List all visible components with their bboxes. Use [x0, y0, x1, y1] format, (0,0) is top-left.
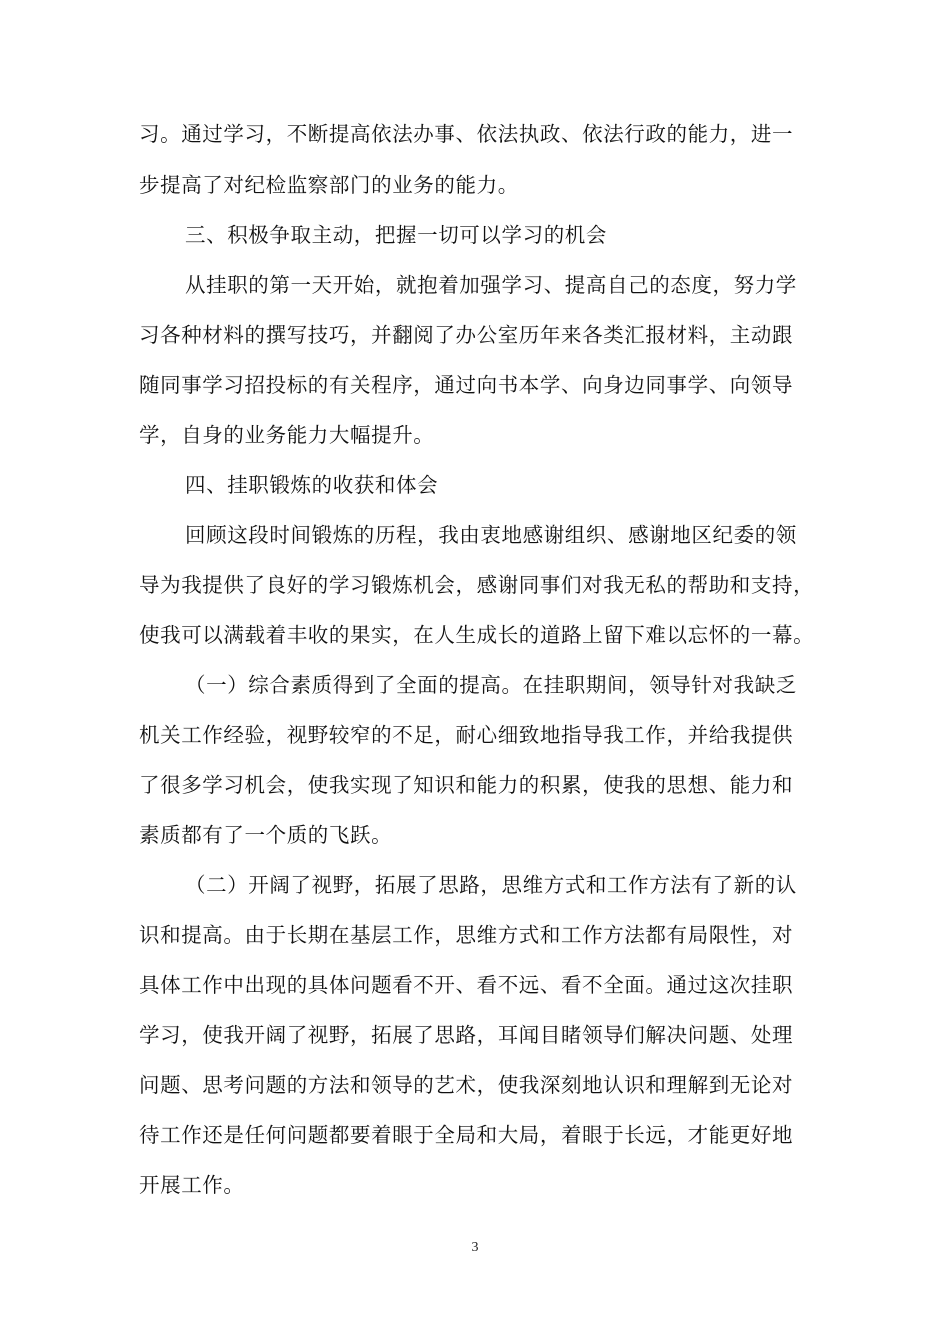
text-line: 使我可以满载着丰收的果实，在人生成长的道路上留下难以忘怀的一幕。 [139, 623, 815, 647]
text-line: 习。通过学习，不断提高依法办事、依法执政、依法行政的能力，进一 [139, 122, 794, 146]
text-line: 学习，使我开阔了视野，拓展了思路，耳闻目睹领导们解决问题、处理 [139, 1023, 794, 1047]
text-line: 待工作还是任何问题都要着眼于全局和大局，着眼于长远，才能更好地 [139, 1123, 794, 1147]
text-line: 素质都有了一个质的飞跃。 [139, 823, 393, 847]
text-line: 了很多学习机会，使我实现了知识和能力的积累，使我的思想、能力和 [139, 773, 794, 797]
section-heading: 三、积极争取主动，把握一切可以学习的机会 [185, 223, 607, 247]
text-line: 问题、思考问题的方法和领导的艺术，使我深刻地认识和理解到无论对 [139, 1073, 794, 1097]
text-line: （二）开阔了视野，拓展了思路，思维方式和工作方法有了新的认 [185, 873, 797, 897]
text-line: 习各种材料的撰写技巧，并翻阅了办公室历年来各类汇报材料，主动跟 [139, 323, 794, 347]
text-line: 随同事学习招投标的有关程序，通过向书本学、向身边同事学、向领导 [139, 373, 794, 397]
text-line: 步提高了对纪检监察部门的业务的能力。 [139, 173, 519, 197]
text-line: 学，自身的业务能力大幅提升。 [139, 423, 435, 447]
text-line: （一）综合素质得到了全面的提高。在挂职期间，领导针对我缺乏 [185, 673, 797, 697]
text-line: 导为我提供了良好的学习锻炼机会，感谢同事们对我无私的帮助和支持， [139, 573, 815, 597]
page-number: 3 [471, 1240, 479, 1255]
text-line: 机关工作经验，视野较窄的不足，耐心细致地指导我工作，并给我提供 [139, 723, 794, 747]
section-heading: 四、挂职锻炼的收获和体会 [185, 473, 439, 497]
text-line: 回顾这段时间锻炼的历程，我由衷地感谢组织、感谢地区纪委的领 [185, 523, 797, 547]
text-line: 从挂职的第一天开始，就抱着加强学习、提高自己的态度，努力学 [185, 273, 797, 297]
text-line: 具体工作中出现的具体问题看不开、看不远、看不全面。通过这次挂职 [139, 973, 794, 997]
text-line: 开展工作。 [139, 1173, 245, 1197]
text-line: 识和提高。由于长期在基层工作，思维方式和工作方法都有局限性，对 [139, 923, 794, 947]
